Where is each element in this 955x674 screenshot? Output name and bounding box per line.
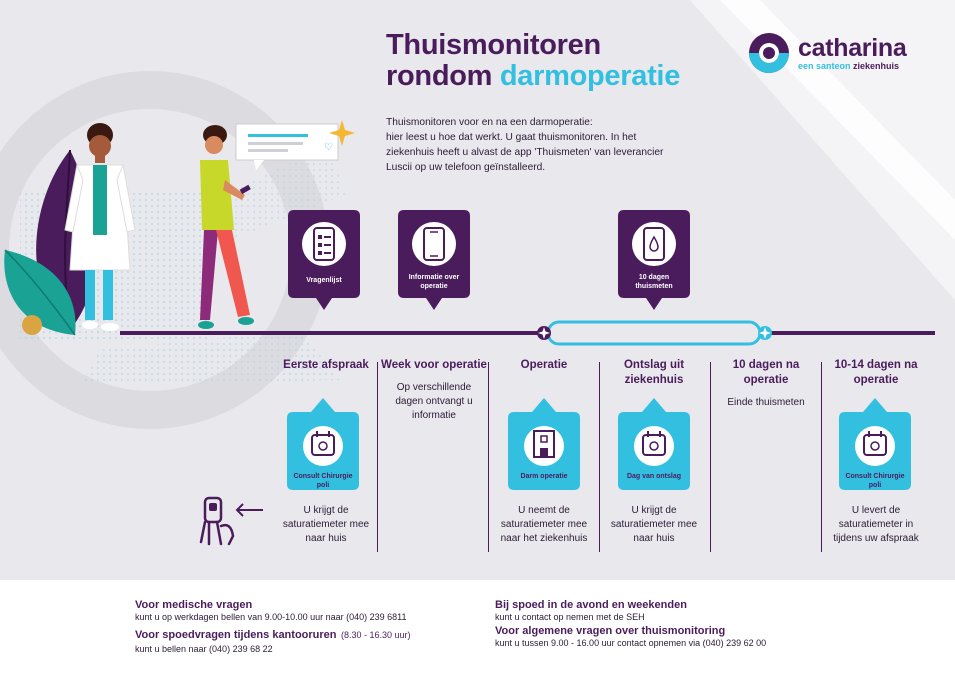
pin-shape — [288, 210, 360, 316]
logo-sub-b: ziekenhuis — [853, 61, 900, 71]
page-title — [386, 30, 680, 92]
logo-subtitle — [798, 61, 899, 71]
timeline-column-ontslag — [600, 358, 708, 388]
footer-heading: Voor spoedvragen tijdens kantooruren — [135, 629, 337, 641]
column-divider — [821, 362, 822, 552]
timeline-column-week-voor-operatie — [380, 358, 488, 423]
pin-thuismeten — [618, 210, 690, 316]
badge-dag-van-ontslag — [618, 398, 690, 490]
svg-text:♡: ♡ — [324, 142, 333, 153]
intro-line: Luscii op uw telefoon geïnstalleerd. — [386, 162, 546, 173]
timeline-column-eerste-afspraak — [272, 358, 380, 373]
column-heading: 10-14 dagen na operatie — [834, 359, 918, 386]
title-line-2-part-a: rondom — [386, 60, 500, 92]
column-heading: Operatie — [520, 359, 568, 371]
column-heading: 10 dagen na operatie — [732, 359, 800, 386]
column-text: U krijgt de saturatiemeter mee naar huis — [610, 505, 698, 544]
column-heading: Eerste afspraak — [283, 359, 369, 371]
footer-heading: Bij spoed in de avond en weekenden — [495, 599, 687, 611]
column-heading: Week voor operatie — [381, 359, 487, 371]
column-divider — [488, 362, 489, 552]
pin-label: Vragenlijst — [306, 277, 342, 284]
footer-right — [495, 599, 766, 648]
intro-line: hier leest u hoe dat werkt. U gaat thuismonitoren. In het — [386, 132, 637, 143]
doctor-illustration — [55, 120, 145, 335]
footer-left — [135, 599, 411, 654]
title-line-2 — [386, 61, 680, 92]
badge-label: Consult Chirurgie poli — [293, 473, 353, 489]
column-divider — [710, 362, 711, 552]
timeline-column-operatie — [490, 358, 598, 373]
column-text: U krijgt de saturatiemeter mee naar huis — [282, 505, 370, 544]
badge-label: Dag van ontslag — [626, 473, 682, 480]
column-heading: Ontslag uit ziekenhuis — [623, 359, 685, 386]
catharina-logo-icon — [746, 30, 792, 76]
footer-text: kunt u bellen naar (040) 239 68 22 — [135, 644, 273, 654]
column-text: U levert de saturatiemeter in tijdens uw afspraak — [833, 505, 919, 544]
pin-label: Informatie over operatie — [408, 274, 460, 290]
footer-heading: Voor medische vragen — [135, 599, 253, 611]
title-line-1: Thuismonitoren — [386, 29, 601, 61]
badge-consult-chirurgie — [287, 398, 359, 490]
footer — [0, 580, 955, 674]
logo-name: catharina — [798, 34, 907, 62]
pin-shape — [398, 210, 470, 316]
speech-bubble-illustration — [234, 118, 359, 173]
timeline-line — [0, 315, 955, 355]
timeline-column-10-14-dagen — [822, 358, 930, 388]
pin-informatie — [398, 210, 470, 316]
column-text: U neemt de saturatiemeter mee naar het ziekenhuis — [500, 505, 588, 544]
badge-label: Darm operatie — [520, 473, 568, 480]
logo-sub-a: een santeon — [798, 61, 854, 71]
footer-text: kunt u op werkdagen bellen van 9.00-10.00 uur naar (040) 239 6811 — [135, 612, 407, 622]
footer-text: kunt u contact op nemen met de SEH — [495, 612, 645, 622]
badge-darm-operatie — [508, 398, 580, 490]
badge-label: Consult Chirurgie poli — [845, 473, 905, 489]
pin-label: 10 dagen thuismeten — [635, 274, 673, 290]
intro-text — [386, 115, 726, 175]
footer-text: kunt u tussen 9.00 - 16.00 uur contact opnemen via (040) 239 62 00 — [495, 638, 767, 648]
column-divider — [599, 362, 600, 552]
column-text: Einde thuismeten — [727, 397, 805, 408]
column-divider — [377, 362, 378, 552]
intro-line: Thuismonitoren voor en na een darmoperatie: — [386, 117, 593, 128]
saturation-meter-icon — [195, 492, 270, 550]
column-text: Op verschillende dagen ontvangt u informatie — [395, 382, 473, 421]
footer-hours: (8.30 - 16.30 uur) — [340, 630, 411, 640]
badge-consult-chirurgie-2 — [839, 398, 911, 490]
footer-heading-row — [135, 625, 411, 643]
title-line-2-highlight: darmoperatie — [499, 60, 681, 92]
footer-heading: Voor algemene vragen over thuismonitoring — [495, 625, 726, 637]
pin-shape — [618, 210, 690, 316]
intro-line: ziekenhuis heeft u alvast de app 'Thuismeten' van leverancier — [386, 147, 664, 158]
timeline-column-10-dagen — [712, 358, 820, 410]
pin-vragenlijst — [288, 210, 360, 316]
